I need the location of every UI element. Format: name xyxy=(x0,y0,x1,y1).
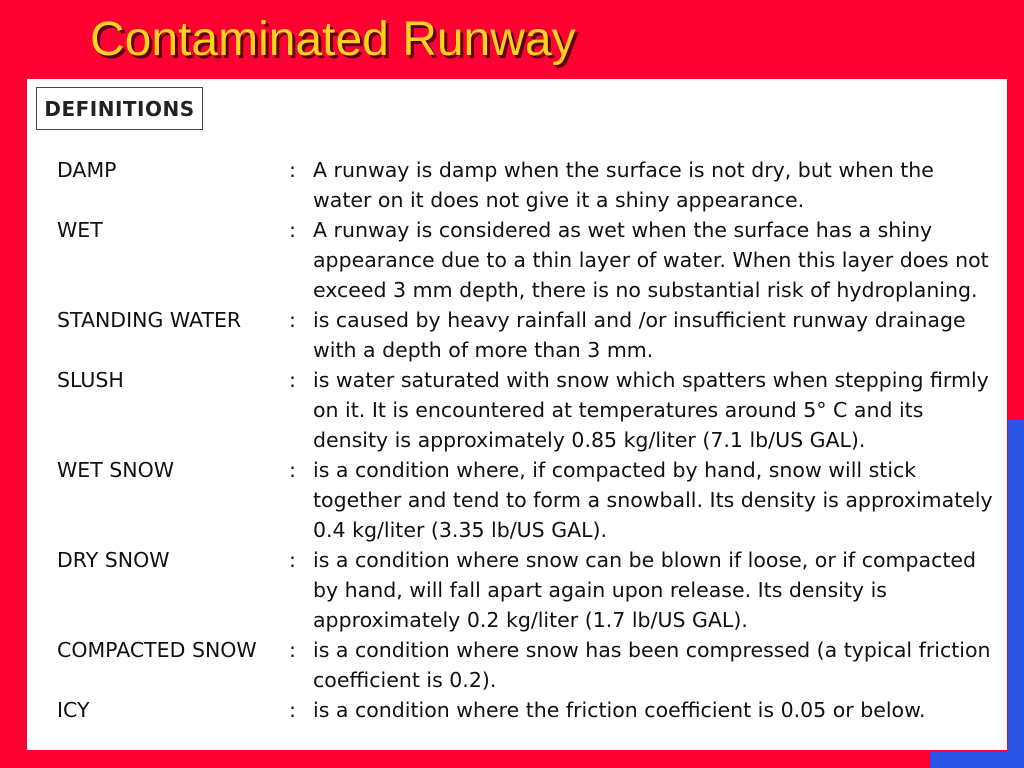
definition-text: is a condition where, if compacted by hand, snow will stick together and tend to form a snowball. Its density is approximately 0.4 kg/liter (3.35 lb/US GAL). xyxy=(313,458,993,542)
definition-term: WET xyxy=(57,218,103,242)
decorative-blue-strip xyxy=(930,752,1024,768)
definition-row xyxy=(57,695,997,725)
definition-separator: : xyxy=(289,368,296,392)
definition-term: SLUSH xyxy=(57,368,124,392)
definitions-heading: DEFINITIONS xyxy=(36,87,203,130)
definition-separator: : xyxy=(289,698,296,722)
definition-separator: : xyxy=(289,638,296,662)
definition-separator: : xyxy=(289,218,296,242)
definition-text: is a condition where snow can be blown if loose, or if compacted by hand, will fall apart again upon release. Its density is approximately 0.2 kg/liter (1.7 lb/US GAL). xyxy=(313,548,976,632)
definition-text: is caused by heavy rainfall and /or insufficient runway drainage with a depth of more than 3 mm. xyxy=(313,308,966,362)
definition-row xyxy=(57,155,997,215)
definition-term: WET SNOW xyxy=(57,458,175,482)
definition-separator: : xyxy=(289,458,296,482)
definition-text: A runway is damp when the surface is not dry, but when the water on it does not give it a shiny appearance. xyxy=(313,158,934,212)
definition-text: is water saturated with snow which spatters when stepping firmly on it. It is encountered at temperatures around 5° C and its density is approximately 0.85 kg/liter (7.1 lb/US GAL). xyxy=(313,368,989,452)
definition-term: DRY SNOW xyxy=(57,548,170,572)
definition-row xyxy=(57,365,997,455)
definition-text: A runway is considered as wet when the surface has a shiny appearance due to a thin layer of water. When this layer does not exceed 3 mm depth, there is no substantial risk of hydroplaning. xyxy=(313,218,989,302)
definitions-panel xyxy=(27,79,1007,750)
definition-text: is a condition where snow has been compressed (a typical friction coefficient is 0.2). xyxy=(313,638,991,692)
definition-term: ICY xyxy=(57,698,90,722)
definition-text: is a condition where the friction coefficient is 0.05 or below. xyxy=(313,698,926,722)
definition-separator: : xyxy=(289,158,296,182)
definition-term: COMPACTED SNOW xyxy=(57,638,257,662)
definition-term: DAMP xyxy=(57,158,117,182)
definition-row xyxy=(57,215,997,305)
decorative-blue-bar xyxy=(1008,420,1024,768)
definition-separator: : xyxy=(289,308,296,332)
definition-term: STANDING WATER xyxy=(57,308,242,332)
definitions-list xyxy=(57,155,997,725)
definition-row xyxy=(57,635,997,695)
definition-row xyxy=(57,545,997,635)
definition-row xyxy=(57,305,997,365)
definition-separator: : xyxy=(289,548,296,572)
definition-row xyxy=(57,455,997,545)
slide-title: Contaminated Runway xyxy=(90,13,576,66)
